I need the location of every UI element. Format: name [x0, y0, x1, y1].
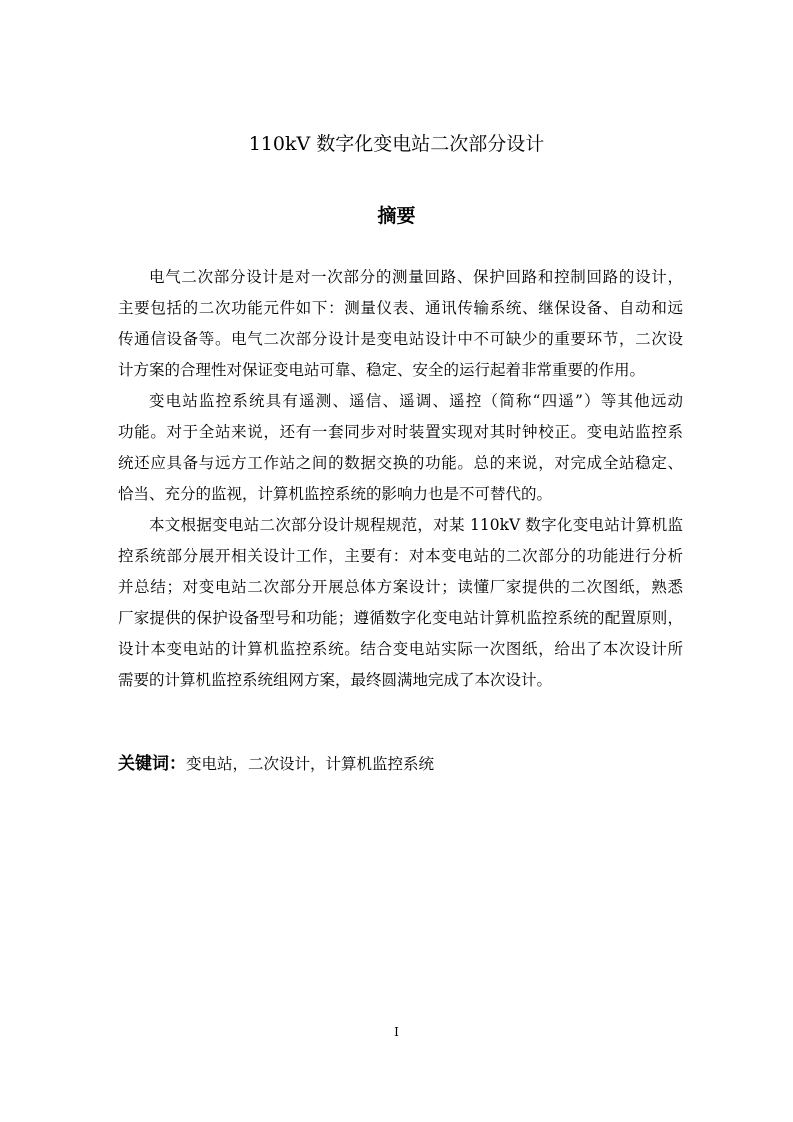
paragraph-line: 厂家提供的保护设备型号和功能；遵循数字化变电站计算机监控系统的配置原则， — [118, 609, 683, 627]
paragraph-line: 主要包括的二次功能元件如下：测量仪表、通讯传输系统、继保设备、自动和远 — [118, 299, 683, 317]
paragraph-line: 并总结；对变电站二次部分开展总体方案设计；读懂厂家提供的二次图纸，熟悉 — [118, 578, 683, 596]
abstract-paragraph-2 — [118, 386, 683, 510]
keywords-text: 变电站，二次设计，计算机监控系统 — [186, 755, 435, 773]
abstract-body — [118, 262, 683, 696]
document-title: 110kV 数字化变电站二次部分设计 — [248, 133, 545, 155]
keywords-label: 关键词： — [118, 754, 186, 774]
paragraph-line: 恰当、充分的监视，计算机监控系统的影响力也是不可替代的。 — [118, 485, 553, 503]
abstract-paragraph-1 — [118, 262, 683, 386]
paragraph-line: 变电站监控系统具有遥测、遥信、遥调、遥控（简称“四遥”）等其他远动 — [149, 392, 683, 410]
abstract-heading: 摘要 — [377, 205, 416, 227]
paragraph-line: 传通信设备等。电气二次部分设计是变电站设计中不可缺少的重要环节，二次设 — [118, 330, 683, 348]
keywords — [118, 751, 434, 777]
paragraph-line: 设计本变电站的计算机监控系统。结合变电站实际一次图纸，给出了本次设计所 — [118, 640, 683, 658]
paragraph-line: 本文根据变电站二次部分设计规程规范，对某 110kV 数字化变电站计算机监 — [149, 516, 683, 534]
paragraph-line: 电气二次部分设计是对一次部分的测量回路、保护回路和控制回路的设计， — [149, 268, 683, 286]
paragraph-line: 计方案的合理性对保证变电站可靠、稳定、安全的运行起着非常重要的作用。 — [118, 361, 646, 379]
paragraph-line: 统还应具备与远方工作站之间的数据交换的功能。总的来说，对完成全站稳定、 — [118, 454, 683, 472]
abstract-paragraph-3 — [118, 510, 683, 696]
paragraph-line: 需要的计算机监控系统组网方案，最终圆满地完成了本次设计。 — [118, 671, 553, 689]
paragraph-line: 控系统部分展开相关设计工作，主要有：对本变电站的二次部分的功能进行分析 — [118, 547, 683, 565]
paragraph-line: 功能。对于全站来说，还有一套同步对时装置实现对其时钟校正。变电站监控系 — [118, 423, 683, 441]
page-number: I — [394, 1025, 399, 1039]
